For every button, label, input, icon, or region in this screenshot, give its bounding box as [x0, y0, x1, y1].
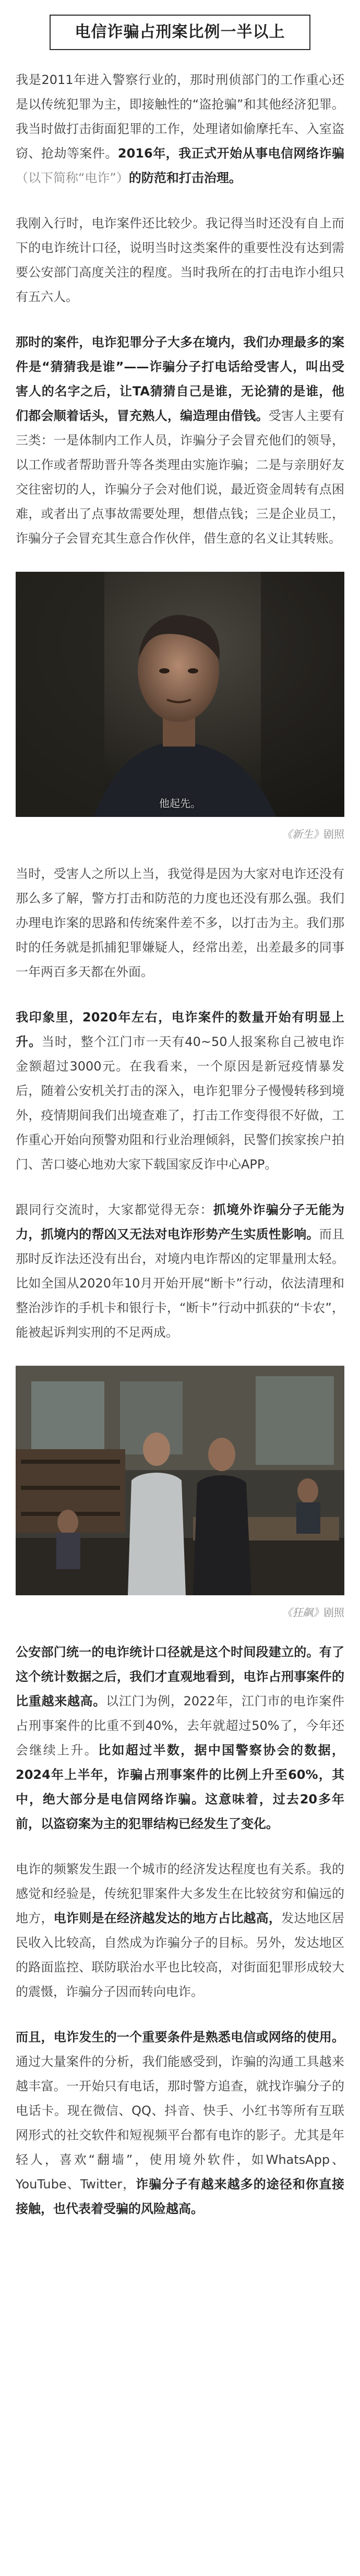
- p1-bold: 2016年，我正式开始从事电信网络诈骗: [117, 146, 345, 161]
- p1-bold-2: 的防范和打击治理。: [128, 171, 242, 185]
- p8-text: 电诈的频繁发生跟一个城市的经济发达程度也有关系。我的感觉和经验是，传统犯罪案件大多发生在比较贫穷和偏远的地方，: [16, 1862, 344, 1925]
- p7-text: 以江门为例，2022年，江门市的电诈案件占刑事案件的比重不到40%，去年就超过50%了，今年还会继续上升。: [16, 1694, 345, 1758]
- figure-caption-1: [16, 826, 344, 841]
- paragraph-7: [16, 1640, 344, 1836]
- paragraph-9: [16, 2025, 344, 2221]
- p9-text: 通过大量案件的分析，我们能感受到，诈骗的沟通工具越来越丰富。一开始只有电话，那时警方追查，就找诈骗分子的电话卡。现在微信、QQ、抖音、快手、小红书等所有互联网形式的社交软件和短视频平台都有电诈的影子。尤其是年轻人，喜欢“翻墙”，使用境外软件，如WhatsApp、YouTube、Twitter，: [16, 2054, 344, 2192]
- film-still-image-1: [16, 572, 344, 817]
- p6-bold: 抓境外诈骗分子无能为力，抓境内的帮凶又无法对电诈形势产生实质性影响。: [16, 1202, 344, 1242]
- paragraph-5: [16, 1005, 344, 1177]
- p3-bold: 那时的案件，电诈犯罪分子大多在境内，我们办理最多的案件是“猜猜我是谁”——诈骗分子打电话给受害人，叫出受害人的名字之后，让TA猜猜自己是谁，无论猜的是谁，他们都会顺着话头，冒充熟人，编造理由借钱。: [16, 335, 344, 423]
- p7-bold-2: 比如超过半数，据中国警察协会的数据，2024年上半年，诈骗占刑事案件的比例上升至60%，其中，绝大部分是电信网络诈骗。: [16, 1743, 345, 1807]
- caption-play-2: 《狂飙》: [282, 1606, 323, 1619]
- film-subtitle-1: 他起先。: [159, 797, 201, 810]
- p7-bold: 公安部门统一的电诈统计口径就是这个时间段建立的。有了这个统计数据之后，我们才直观地看到，电诈占刑事案件的比重越来越高。: [16, 1645, 344, 1708]
- p9-bold-2: 诈骗分子有越来越多的途径和你直接接触，也代表着受骗的风险越高。: [16, 2177, 345, 2216]
- p9-bold: 而且，电诈发生的一个重要条件是熟悉电信或网络的使用。: [16, 2030, 344, 2044]
- paragraph-8: [16, 1857, 344, 2004]
- p8-bold: 电诈则是在经济越发达的地方占比越高，: [53, 1911, 282, 1925]
- article-title: 电信诈骗占刑案比例一半以上: [50, 15, 310, 50]
- caption-play-1: 《新生》: [282, 828, 323, 840]
- figure-caption-2: [16, 1604, 344, 1619]
- film-still-1: [16, 572, 344, 820]
- caption-suffix-2: 剧照: [323, 1606, 344, 1619]
- film-still-image-2: [16, 1366, 344, 1595]
- p7-bold-3: 这意味着，过去20多年前，以盗窃案为主的犯罪结构已经发生了变化。: [16, 1792, 345, 1831]
- p5-bold: 我印象里，2020年左右，电诈案件的数量开始有明显上升。: [16, 1010, 344, 1049]
- p3-text: 受害人主要有三类：一是体制内工作人员，诈骗分子会冒充他们的领导，以工作或者帮助晋升等各类理由实施诈骗；二是与亲朋好友交往密切的人，诈骗分子会对他们说，最近资金周转有点困难，或者出了点事故需要处理，想借点钱；三是企业员工，诈骗分子会冒充其生意合作伙伴，借生意的名义让其转账。: [16, 408, 345, 546]
- caption-suffix-1: 剧照: [323, 828, 344, 840]
- p5-text: 当时，整个江门市一天有40~50人报案称自己被电诈金额超过3000元。在我看来，一个原因是新冠疫情暴发后，随着公安机关打击的深入，电诈犯罪分子慢慢转移到境外，疫情期间我们出境查难了，打击工作变得很不好做，工作重心开始向预警劝阻和行业治理倾斜，民警们挨家挨户拍门、苦口婆心地劝大家下载国家反诈中心APP。: [16, 1034, 345, 1172]
- paragraph-1: [16, 68, 344, 190]
- paragraph-2: 我刚入行时，电诈案件还比较少。我记得当时还没有自上而下的电诈统计口径，说明当时这类案件的重要性没有达到需要公安部门高度关注的程度。当时我所在的打击电诈小组只有五六人。: [16, 216, 344, 304]
- p1-text: 我是2011年进入警察行业的，那时刑侦部门的工作重心还是以传统犯罪为主，即接触性的“盗抢骗”和其他经济犯罪。我当时做打击街面犯罪的工作，处理诸如偷摩托车、入室盗窃、抢劫等案件。: [16, 73, 344, 161]
- paragraph-6: [16, 1198, 344, 1345]
- p1-note: （以下简称“电诈”）: [16, 171, 129, 185]
- paragraph-4: 当时，受害人之所以上当，我觉得是因为大家对电诈还没有那么多了解，警方打击和防范的力度也还没有那么强。我们办理电诈案的思路和传统案件差不多，以打击为主。我们那时的任务就是抓捕犯罪嫌疑人，经常出差，出差最多的同事一年两百多天都在外面。: [16, 866, 344, 979]
- p6-text-2: 而且那时反诈法还没有出台，对境内电诈帮凶的定罪量刑太轻。比如全国从2020年10月开始开展“断卡”行动，依法清理和整治涉诈的手机卡和银行卡，“断卡”行动中抓获的“卡农”，能被起诉判实刑的不足两成。: [16, 1227, 345, 1340]
- film-still-2: [16, 1366, 344, 1598]
- p8-text-2: 发达地区居民收入比较高，自然成为诈骗分子的目标。另外，发达地区的路面监控、联防联治水平也比较高，对街面犯罪形成较大的震慑，诈骗分子因而转向电诈。: [16, 1911, 345, 1999]
- p6-text: 跟同行交流时，大家都觉得无奈：: [16, 1202, 213, 1217]
- paragraph-3: [16, 330, 344, 551]
